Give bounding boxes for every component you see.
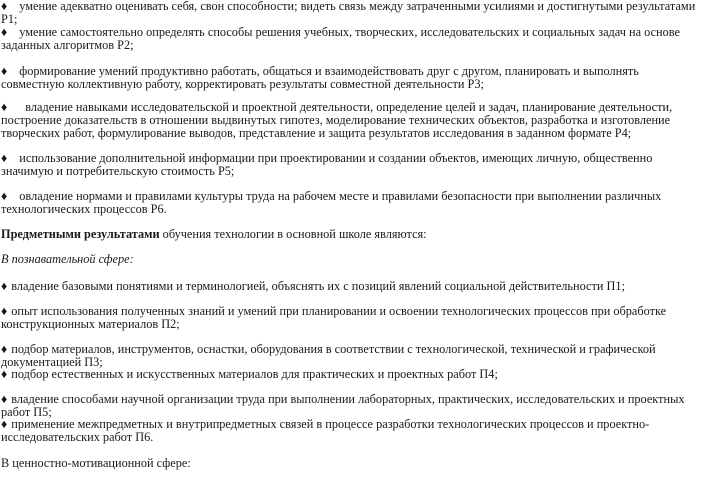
- heading-rest: обучения технологии в основной школе являются:: [159, 227, 427, 241]
- diamond-bullet-icon: ♦: [1, 100, 8, 114]
- list-item: [1, 152, 702, 178]
- list-item-text: владение навыками исследовательской и проектной деятельности, определение целей и задач, планирование деятельности, построение доказательств в отношении выдвинутых гипотез, моделирование технических объектов, разработка и изготовление творческих работ, формулирование выводов, представление и защита результатов исследования в заданном формате Р4;: [1, 100, 673, 140]
- list-item: [1, 305, 702, 331]
- list-item-text: владение способами научной организации труда при выполнении лабораторных, практических, исследовательских и проектных работ П5;: [1, 392, 685, 419]
- section-heading: [1, 228, 702, 241]
- diamond-bullet-icon: ♦: [1, 25, 8, 39]
- diamond-bullet-icon: ♦: [1, 367, 8, 381]
- list-item: [1, 368, 702, 381]
- list-item-text: использование дополнительной информации при проектировании и создании объектов, имеющих личную, общественно значимую и потребительскую стоимость Р5;: [1, 151, 653, 178]
- list-item-text: умение адекватно оценивать себя, свон способности; видеть связь между затраченными усилиями и достигнутыми результатами Р1;: [1, 0, 696, 26]
- list-item-text: умение самостоятельно определять способы решения учебных, творческих, исследовательских и социальных задач на основе заданных алгоритмов Р2;: [1, 25, 680, 52]
- list-item-text: формирование умений продуктивно работать, общаться и взаимодействовать друг с другом, планировать и выполнять совместную коллективную работу, корректировать результаты совместной деятельности Р3;: [1, 64, 639, 91]
- list-item-text: применение межпредметных и внутрипредметных связей в процессе разработки технологических процессов и проектно-исследовательских работ П6.: [1, 417, 650, 444]
- diamond-bullet-icon: ♦: [1, 417, 8, 431]
- cognitive-sphere-label: В познавательной сфере:: [1, 252, 134, 266]
- diamond-bullet-icon: ♦: [1, 64, 8, 78]
- diamond-bullet-icon: ♦: [1, 0, 8, 13]
- list-item: [1, 418, 702, 444]
- diamond-bullet-icon: ♦: [1, 151, 8, 165]
- list-item-text: подбор естественных и искусственных материалов для практических и проектных работ П4;: [11, 367, 498, 381]
- list-item: [1, 26, 702, 52]
- list-item: [1, 101, 702, 140]
- diamond-bullet-icon: ♦: [1, 189, 8, 203]
- subsection-heading: [1, 457, 702, 470]
- list-item: [1, 343, 702, 369]
- list-item: [1, 0, 702, 26]
- list-item: [1, 393, 702, 419]
- heading-bold: Предметными результатами: [1, 227, 160, 241]
- list-item-text: опыт использования полученных знаний и умений при планировании и освоении технологических процессов при обработке конструкционных материалов П2;: [1, 304, 667, 331]
- list-item: [1, 280, 702, 293]
- diamond-bullet-icon: ♦: [1, 392, 8, 406]
- list-item: [1, 190, 702, 216]
- list-item: [1, 65, 702, 91]
- value-sphere-label: В ценностно-мотивационной сфере:: [1, 456, 191, 470]
- diamond-bullet-icon: ♦: [1, 279, 8, 293]
- list-item-text: подбор материалов, инструментов, оснастки, оборудования в соответствии с технологической, технической и графической документацией П3;: [1, 342, 656, 369]
- list-item-text: владение базовыми понятиями и терминологией, объяснять их с позиций явлений социальной действительности П1;: [11, 279, 625, 293]
- subsection-heading: [1, 253, 702, 266]
- diamond-bullet-icon: ♦: [1, 342, 8, 356]
- diamond-bullet-icon: ♦: [1, 304, 8, 318]
- list-item-text: овладение нормами и правилами культуры труда на рабочем месте и правилами безопасности при выполнении различных технологических процессов Р6.: [1, 189, 662, 216]
